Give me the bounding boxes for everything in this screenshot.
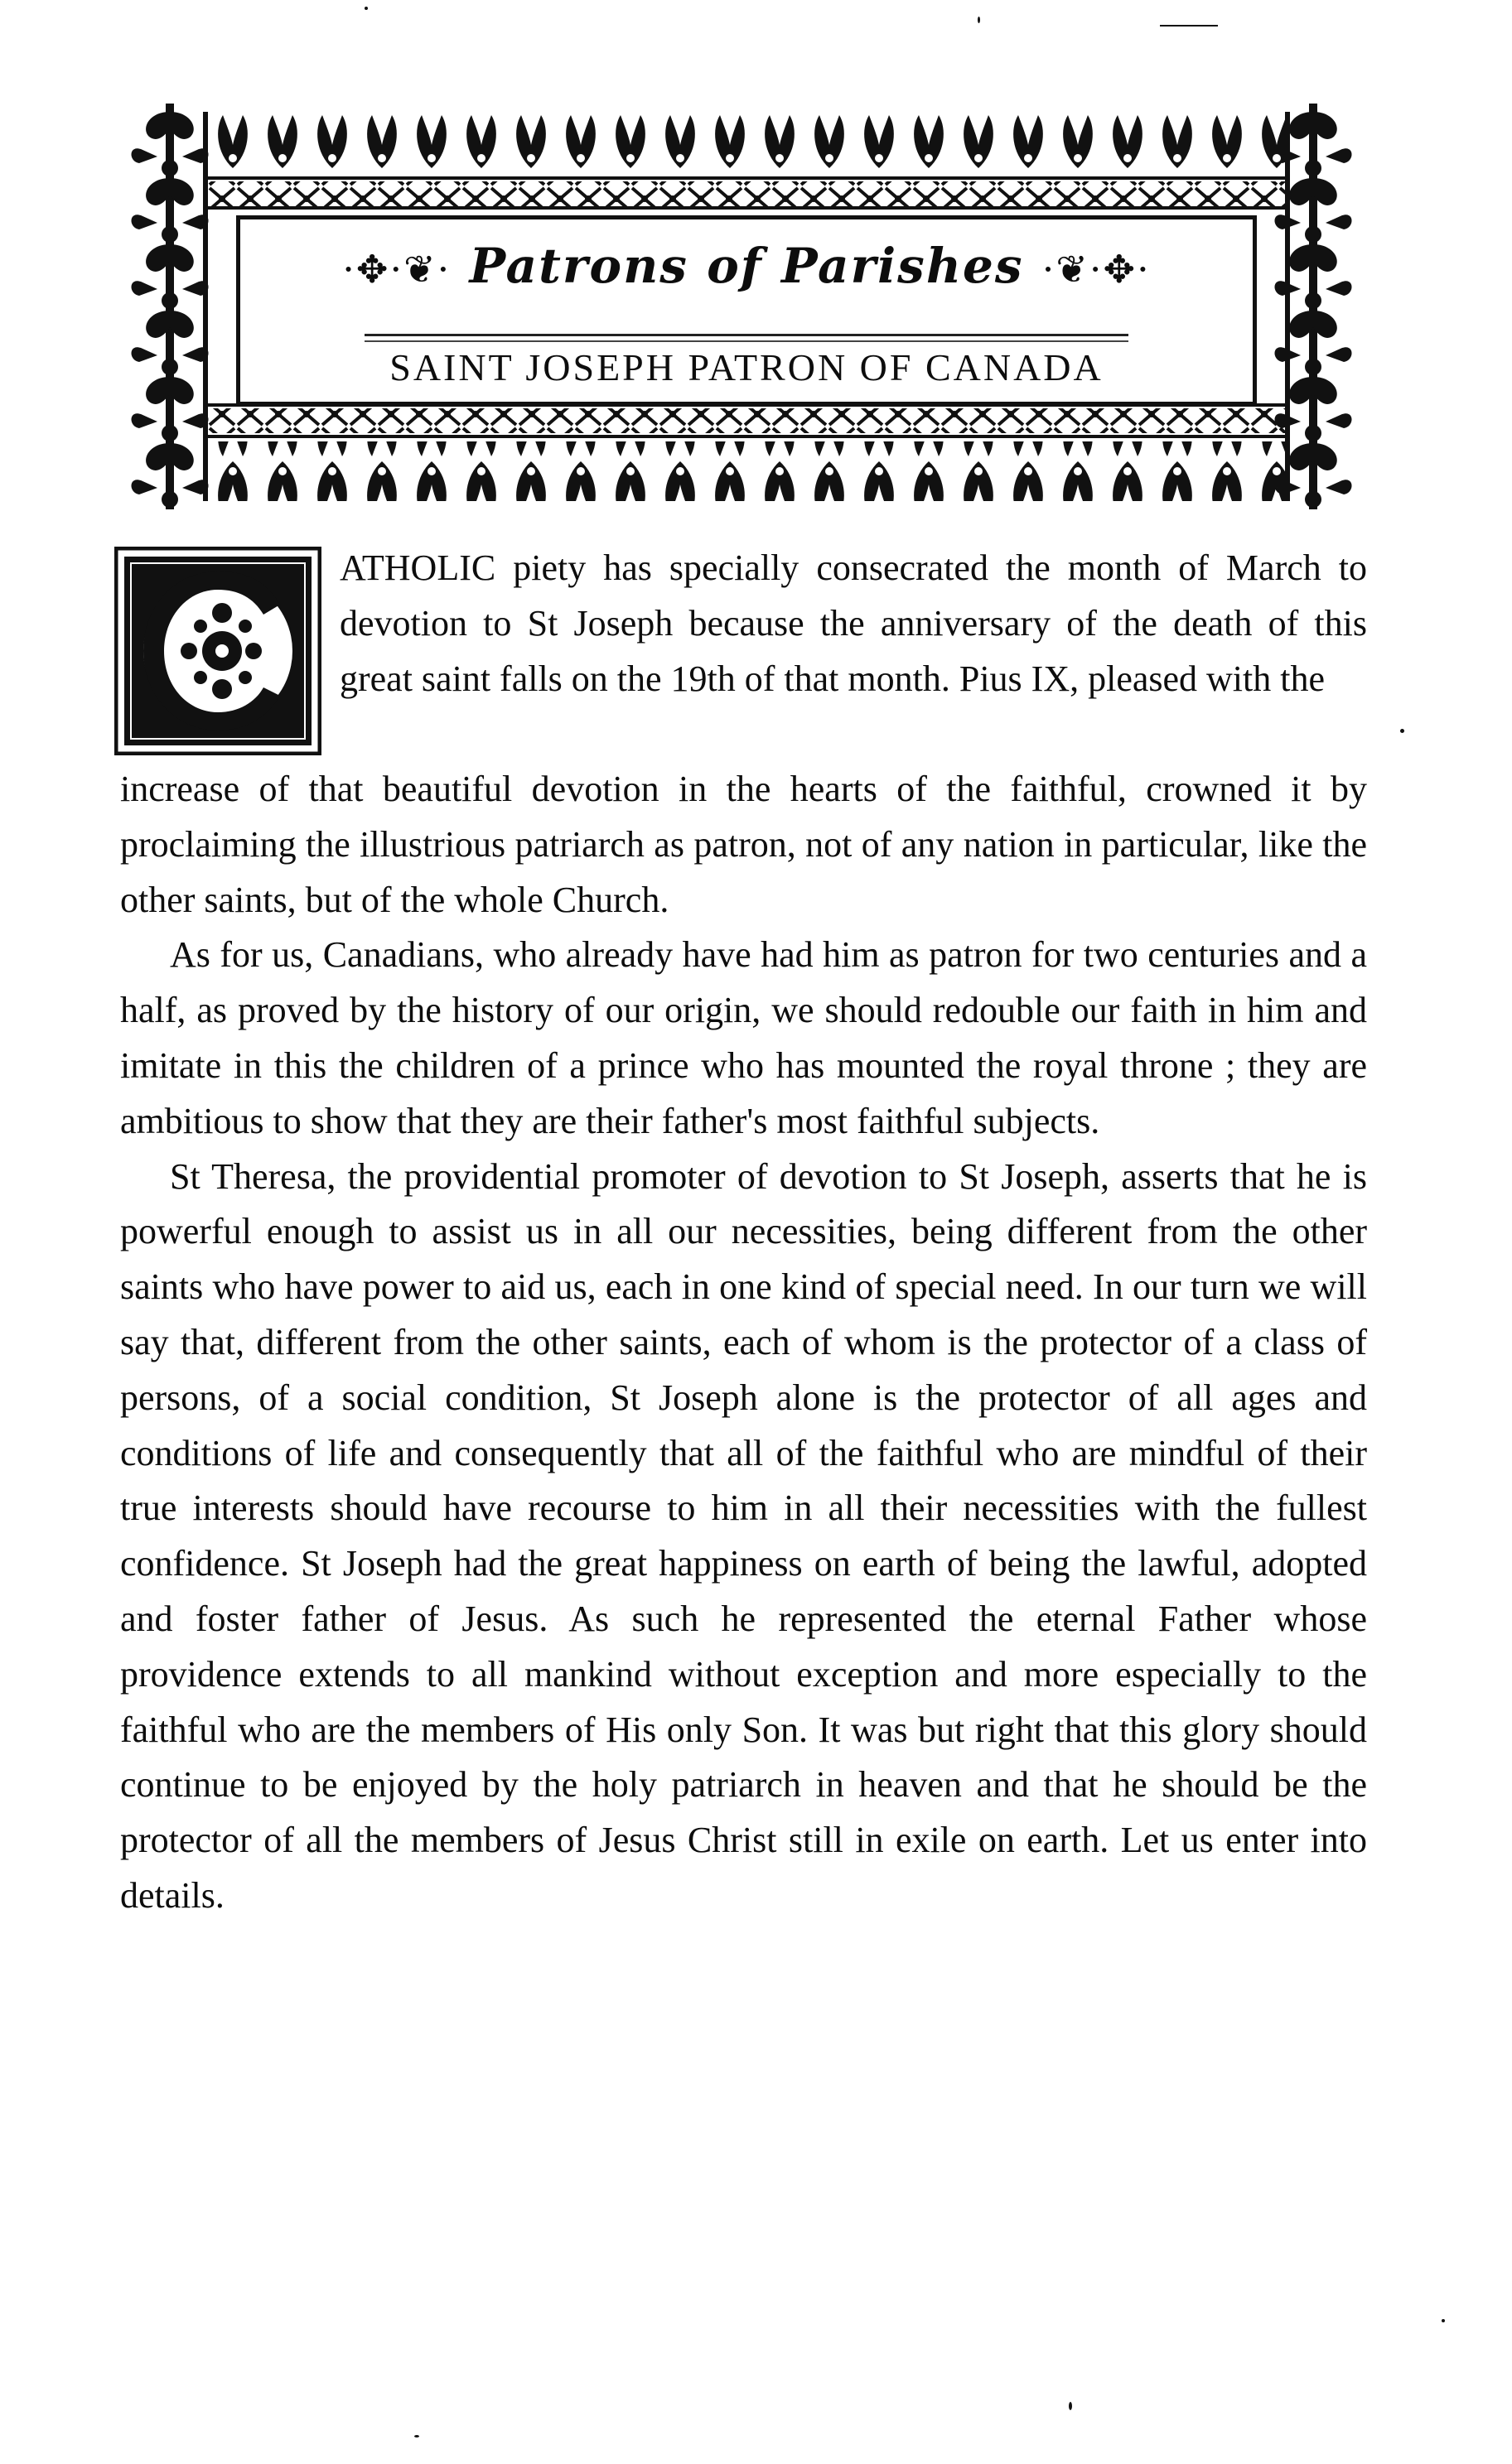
header-plate [124,104,1359,509]
left-flourish-icon: ·✥·❦· [342,247,452,292]
scan-speck [1400,729,1404,733]
paragraph-1-lead [340,541,1367,706]
scan-speck [1069,2402,1072,2410]
top-ornament-band [208,112,1285,211]
title-text: Patrons of Parishes [469,238,1024,294]
decorated-initial-c [114,547,321,755]
body-text [120,762,1367,1924]
title-rule-secondary [365,340,1128,342]
title-rule [365,334,1128,336]
title-box [236,215,1257,406]
left-fleuron-border [124,104,215,509]
right-flourish-icon: ·❦·✥· [1041,247,1151,292]
scan-speck [365,7,368,10]
scan-speck [1442,2319,1445,2322]
paragraph-1-lead-text: ATHOLIC piety has specially consecrated the month of March to devotion to St Joseph because the anniversary of the death of this great saint falls on the 19th of that month. Pius IX, pleased with the [340,547,1367,699]
paragraph-2: As for us, Canadians, who already have had him as patron for two centuries and a half, as proved by the history of our origin, we should redouble our faith in him and imitate in this the children of a prince who has mounted the royal throne ; they are ambitious to show that they are their father's most faithful subjects. [120,934,1367,1141]
subtitle: SAINT JOSEPH PATRON OF CANADA [389,346,1104,388]
scan-speck [978,17,980,23]
scan-speck [1160,25,1218,27]
paragraph-1-rest: increase of that beautiful devotion in the hearts of the faithful, crowned it by proclaiming the illustrious patriarch as patron, not of any nation in particular, like the other saints, but of the whole Church. [120,769,1367,920]
bottom-ornament-band [208,402,1285,501]
scan-speck [414,2435,419,2437]
title-frame [203,112,1290,501]
section-title [240,238,1253,294]
paragraph-3: St Theresa, the providential promoter of devotion to St Joseph, asserts that he is powerful enough to assist us in all our necessities, being different from the other saints who have power to aid us, each in one kind of special need. In our turn we will say that, different from the other saints, each of whom is the protector of a class of persons, of a social condition, St Joseph alone is the protector of all ages and conditions of life and consequently that all of the faithful who are mindful of their true interests should have recourse to him in all their necessities with the fullest confidence. St Joseph had the great happiness on earth of being the lawful, adopted and foster father of Jesus. As such he represented the eternal Father whose providence extends to all mankind without exception and more especially to the faithful who are the members of His only Son. It was but right that this glory should continue to be enjoyed by the holy patriarch in heaven and that he should be the protector of all the members of Jesus Christ still in exile on earth. Let us enter into details. [120,1155,1367,1916]
